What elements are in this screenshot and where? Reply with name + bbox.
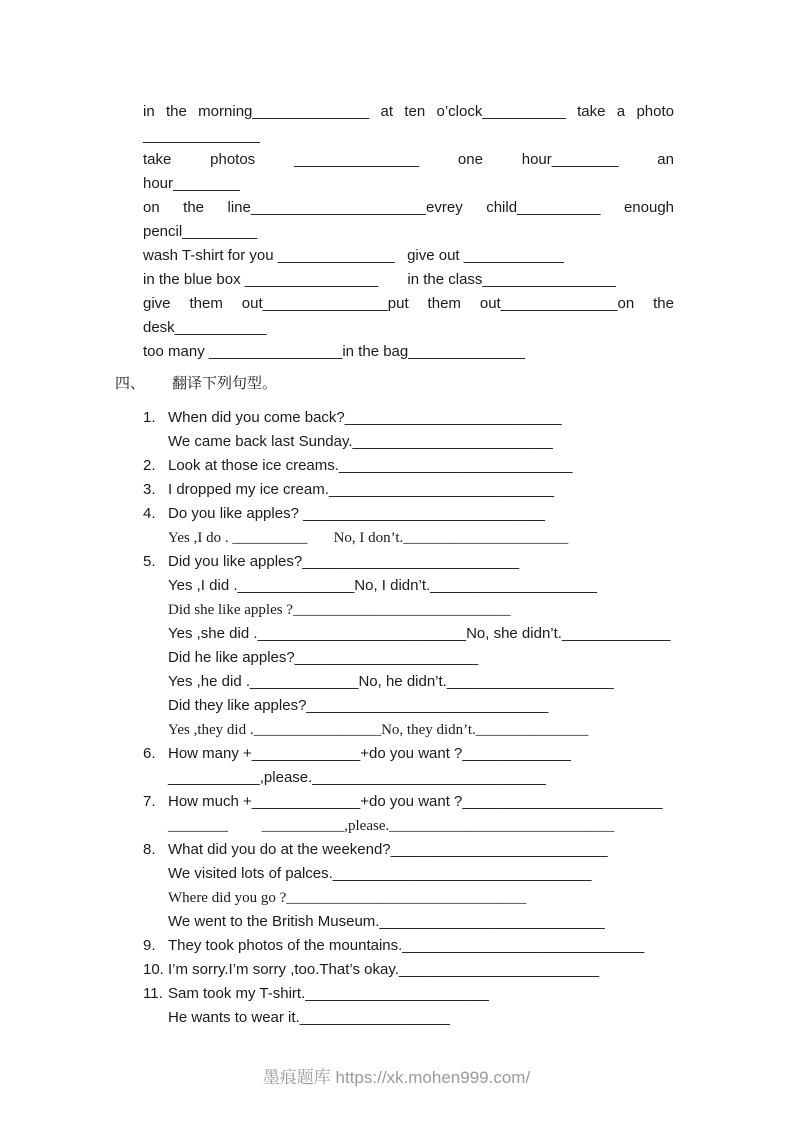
item-body bbox=[168, 790, 674, 838]
phrase-line: wash T-shirt for you ______________ give out ____________ bbox=[143, 247, 564, 264]
translation-item bbox=[143, 790, 674, 838]
item-line: Did he like apples?______________________ bbox=[168, 649, 479, 666]
item-number: 9. bbox=[143, 937, 156, 954]
item-body bbox=[168, 934, 674, 958]
item-line: Yes ,I did .______________No, I didn’t.____________________ bbox=[168, 577, 598, 594]
item-number: 6. bbox=[143, 745, 156, 762]
translation-item bbox=[143, 982, 674, 1030]
item-body bbox=[168, 502, 674, 550]
phrase-line: give them out_______________put them out______________on the bbox=[143, 295, 674, 312]
phrase-line: in the blue box ________________ in the class________________ bbox=[143, 271, 616, 288]
phrase-line: ______________ bbox=[143, 127, 260, 144]
item-number: 5. bbox=[143, 553, 156, 570]
item-line: Yes ,she did ._________________________No, she didn’t._____________ bbox=[168, 625, 671, 642]
item-line: I’m sorry.I’m sorry ,too.That’s okay.________________________ bbox=[168, 961, 600, 978]
content-area bbox=[115, 100, 674, 1030]
translation-item bbox=[143, 838, 674, 934]
item-body bbox=[168, 454, 674, 478]
footer-text: 墨痕题库 https://xk.mohen999.com/ bbox=[262, 1068, 531, 1087]
item-line: We visited lots of palces._______________________________ bbox=[168, 865, 592, 882]
item-number: 8. bbox=[143, 841, 156, 858]
item-line: ________ ___________,please.______________________________ bbox=[168, 818, 615, 834]
phrase-line: hour________ bbox=[143, 175, 240, 192]
phrase-line: too many ________________in the bag______________ bbox=[143, 343, 526, 360]
item-line: Where did you go ?________________________________ bbox=[168, 890, 527, 906]
item-line: Yes ,they did ._________________No, they didn’t._______________ bbox=[168, 722, 589, 738]
item-number: 10. bbox=[143, 961, 164, 978]
item-body bbox=[168, 478, 674, 502]
phrase-line: in the morning______________ at ten o’clock__________ take a photo bbox=[143, 103, 674, 120]
item-body bbox=[168, 958, 674, 982]
section-title: 翻译下列句型。 bbox=[172, 375, 278, 392]
item-body bbox=[168, 742, 674, 790]
item-line: We went to the British Museum.___________________________ bbox=[168, 913, 605, 930]
item-body bbox=[168, 406, 674, 454]
phrase-line: desk___________ bbox=[143, 319, 267, 336]
item-line: ___________,please.____________________________ bbox=[168, 769, 546, 786]
item-number: 4. bbox=[143, 505, 156, 522]
translation-item bbox=[143, 934, 674, 958]
item-body bbox=[168, 838, 674, 934]
phrase-section bbox=[143, 100, 674, 364]
section-number: 四、 bbox=[115, 375, 146, 392]
item-number: 3. bbox=[143, 481, 156, 498]
item-number: 7. bbox=[143, 793, 156, 810]
item-line: How much +_____________+do you want ?________________________ bbox=[168, 793, 663, 810]
item-body bbox=[168, 550, 674, 742]
item-line: How many +_____________+do you want ?_____________ bbox=[168, 745, 571, 762]
item-number: 1. bbox=[143, 409, 156, 426]
phrase-line: pencil_________ bbox=[143, 223, 258, 240]
item-line: I dropped my ice cream.___________________________ bbox=[168, 481, 555, 498]
page-footer bbox=[0, 1066, 793, 1090]
item-number: 11. bbox=[143, 985, 163, 1002]
item-line: Yes ,he did ._____________No, he didn’t.____________________ bbox=[168, 673, 614, 690]
item-line: Did she like apples ?_____________________________ bbox=[168, 602, 511, 618]
section-header bbox=[115, 372, 674, 396]
item-body bbox=[168, 982, 674, 1030]
translation-item bbox=[143, 478, 674, 502]
item-line: When did you come back?__________________________ bbox=[168, 409, 562, 426]
translation-item bbox=[143, 550, 674, 742]
phrase-line: take photos _______________ one hour________ an bbox=[143, 151, 674, 168]
item-line: He wants to wear it.__________________ bbox=[168, 1009, 450, 1026]
translation-item bbox=[143, 742, 674, 790]
item-line: Look at those ice creams.____________________________ bbox=[168, 457, 573, 474]
item-line: Sam took my T-shirt.______________________ bbox=[168, 985, 489, 1002]
item-number: 2. bbox=[143, 457, 156, 474]
translation-item bbox=[143, 454, 674, 478]
item-line: They took photos of the mountains._____________________________ bbox=[168, 937, 645, 954]
item-line: Do you like apples? _____________________________ bbox=[168, 505, 546, 522]
phrase-line: on the line_____________________evrey child__________ enough bbox=[143, 199, 674, 216]
item-line: Did you like apples?__________________________ bbox=[168, 553, 520, 570]
item-line: What did you do at the weekend?__________________________ bbox=[168, 841, 608, 858]
item-line: We came back last Sunday.________________________ bbox=[168, 433, 553, 450]
item-line: Yes ,I do . __________ No, I don’t.______________________ bbox=[168, 530, 569, 546]
translation-item bbox=[143, 502, 674, 550]
translation-list bbox=[143, 406, 674, 1030]
translation-item bbox=[143, 406, 674, 454]
translation-item bbox=[143, 958, 674, 982]
item-line: Did they like apples?_____________________________ bbox=[168, 697, 549, 714]
